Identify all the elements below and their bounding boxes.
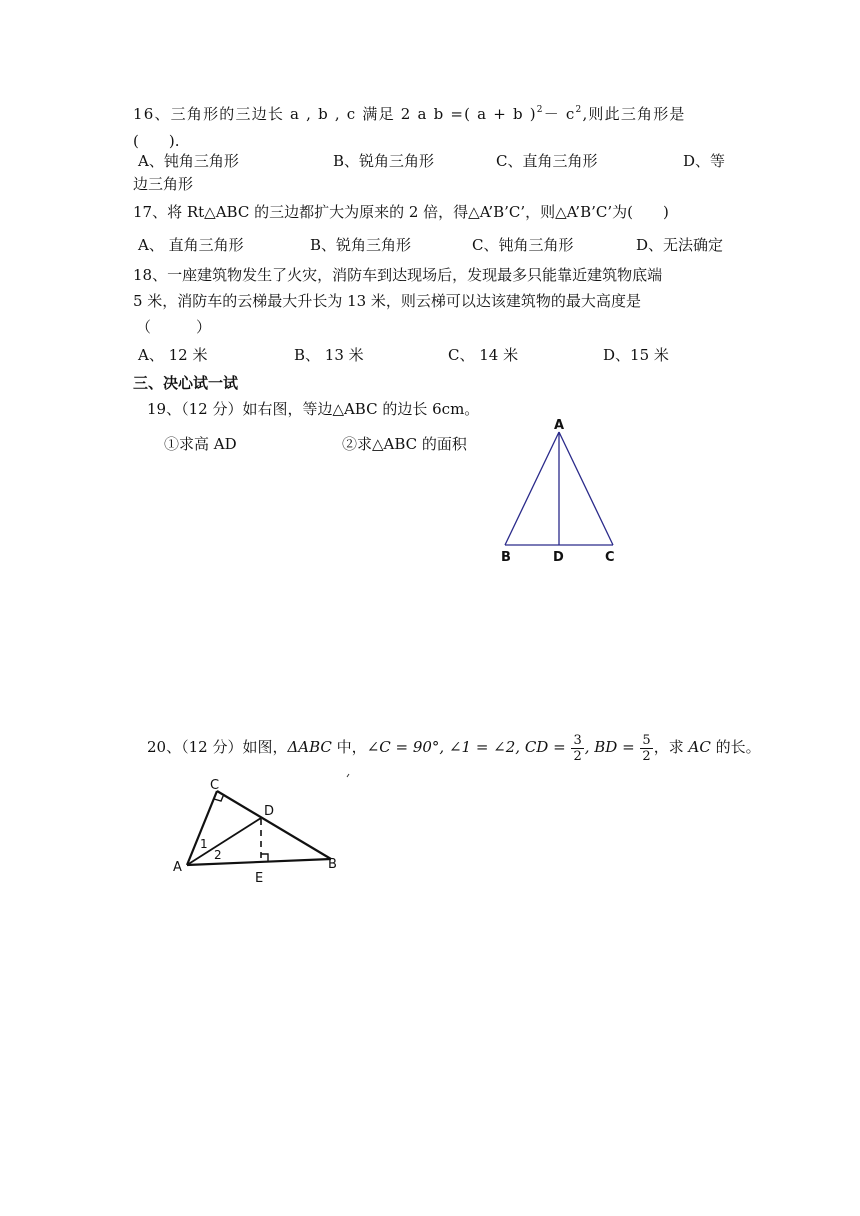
- q20-ac: AC: [688, 738, 711, 756]
- q18-line2: 5 米，消防车的云梯最大升长为 13 米，则云梯可以达该建筑物的最大高度是: [133, 292, 641, 310]
- q16-text-a: 16、三角形的三边长 a , b , c 满足 2 a b =( a + b ): [133, 105, 537, 123]
- q17-option-d: D、无法确定: [636, 236, 724, 254]
- q18-option-b: B、 13 米: [294, 346, 364, 364]
- q16-option-b: B、锐角三角形: [333, 152, 435, 170]
- q18-line1: 18、一座建筑物发生了火灾，消防车到达现场后，发现最多只能靠近建筑物底端: [133, 266, 663, 284]
- q20-suffix-b: 的长。: [710, 738, 761, 756]
- q20-cond1: ∠C = 90°, ∠1 = ∠2, CD =: [366, 738, 571, 756]
- q19-part2: ②求△ABC 的面积: [342, 435, 467, 453]
- q20-label-d: D: [264, 804, 275, 819]
- q19-triangle-figure: [490, 412, 630, 572]
- q16-sup-c: 2: [575, 105, 583, 115]
- q19-side-ab: [505, 432, 559, 545]
- q20-triangle: ΔABC: [287, 738, 332, 756]
- q20-suffix-a: ，求: [653, 738, 689, 756]
- q20-stray-mark: [347, 774, 349, 777]
- q19-label-b: B: [501, 550, 511, 565]
- q18-line3: （ ）: [136, 318, 212, 336]
- q19-label-c: C: [605, 550, 615, 565]
- q20-label-e: E: [255, 871, 264, 885]
- q20-bd-den: 2: [642, 748, 651, 764]
- q19-label-a: A: [554, 418, 565, 433]
- q17-option-a: A、 直角三角形: [138, 236, 244, 254]
- q20-prefix: 20、（12 分）如图，: [147, 738, 288, 756]
- section-heading: 三、决心试一试: [133, 374, 239, 392]
- q20-stem: [147, 732, 761, 764]
- q20-bd-num: 5: [642, 732, 651, 748]
- q16-option-d-wrap: 边三角形: [133, 175, 194, 193]
- q16-option-c: C、直角三角形: [496, 152, 598, 170]
- q20-bisector-ad: [187, 818, 261, 865]
- q18-option-a: A、 12 米: [138, 346, 208, 364]
- q19-side-ac: [559, 432, 613, 545]
- q18-option-c: C、 14 米: [448, 346, 519, 364]
- q20-right-angle-e: [261, 854, 268, 861]
- q19-label-d: D: [553, 550, 564, 565]
- q20-cond2: , BD =: [584, 738, 640, 756]
- q17-option-c: C、钝角三角形: [472, 236, 574, 254]
- q20-side-ca: [187, 791, 217, 865]
- q20-label-a: A: [173, 860, 182, 875]
- q16-text-c: ,则此三角形是: [582, 105, 686, 123]
- q17-stem: 17、将 Rt△ABC 的三边都扩大为原来的 2 倍，得△A’B’C’，则△A’B’C’为( ): [133, 203, 669, 221]
- q20-angle-1: 1: [200, 837, 208, 851]
- q17-option-b: B、锐角三角形: [310, 236, 412, 254]
- q20-cd-num: 3: [573, 732, 582, 748]
- q16-option-d: D、等: [683, 152, 726, 170]
- q20-label-c: C: [210, 778, 220, 793]
- q16-text-b: － c: [543, 105, 576, 123]
- q16-option-a: A、钝角三角形: [138, 152, 239, 170]
- q20-bd-fraction: [640, 733, 652, 764]
- q16-stem: [133, 104, 686, 124]
- q20-cd-den: 2: [573, 748, 582, 764]
- q20-cd-fraction: [571, 733, 583, 764]
- q20-label-b: B: [328, 857, 337, 872]
- q20-angle-2: 2: [214, 848, 222, 862]
- q16-paren: ( ).: [133, 132, 180, 150]
- q18-option-d: D、15 米: [603, 346, 669, 364]
- q20-side-cb: [217, 791, 331, 859]
- q20-triangle-figure: [170, 770, 370, 885]
- q20-zhong: 中，: [331, 738, 367, 756]
- q20-side-ab: [187, 859, 331, 865]
- q19-part1: ①求高 AD: [164, 435, 237, 453]
- q19-stem: 19、（12 分）如右图，等边△ABC 的边长 6cm。: [147, 400, 480, 418]
- q16-sup-2: 2: [536, 105, 544, 115]
